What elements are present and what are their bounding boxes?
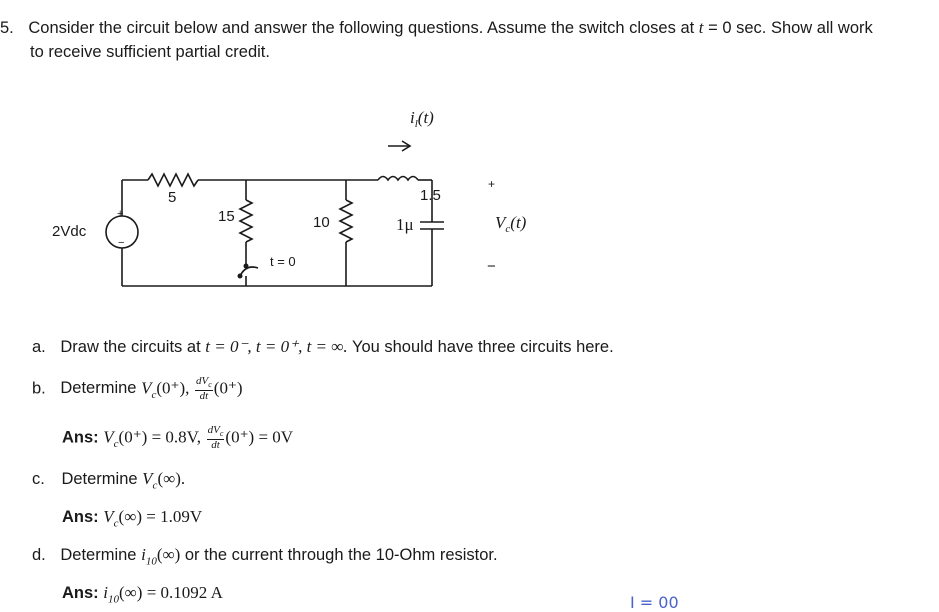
part-b-text: Determine <box>60 379 137 398</box>
part-a-letter: a. <box>32 338 46 356</box>
resistor-10-label: 10 <box>313 214 330 231</box>
part-a-math: t = 0⁻, t = 0⁺, t = ∞. <box>205 337 348 356</box>
switch-contact-top <box>244 264 249 269</box>
question-line1-end: = 0 sec. Show all work <box>708 19 873 37</box>
part-b-letter: b. <box>32 379 46 398</box>
inductor <box>378 177 418 181</box>
vc-minus: − <box>487 258 496 275</box>
vc-label: $V_c(t)$ <box>495 213 527 236</box>
part-b-answer: Ans: $V_c(0^+) = 0.8V$, $\frac{dV_c}{dt}$ (0⁺) = 0V <box>62 424 294 452</box>
part-c-text: Determine <box>61 470 138 488</box>
handwritten-note: I = 00 <box>630 593 679 612</box>
part-a-text-end: You should have three circuits here. <box>351 338 614 356</box>
source-label: 2Vdc <box>52 223 87 240</box>
source-plus: + <box>117 208 124 220</box>
current-label: $i_l(t)$ <box>410 108 434 131</box>
resistor-15-label: 15 <box>218 208 235 225</box>
part-d-letter: d. <box>32 546 46 564</box>
resistor-5 <box>148 174 198 186</box>
switch-contact-bottom <box>238 274 243 279</box>
inductor-value: 1.5 <box>420 187 441 204</box>
part-a <box>32 335 614 359</box>
part-d-text-end: or the current through the 10-Ohm resistor. <box>184 546 498 564</box>
part-c-ans-label: Ans: <box>62 508 99 526</box>
part-d-answer: Ans: $i_{10}(\infty) = 0.1092$ A <box>62 583 223 606</box>
question-line2: to receive sufficient partial credit. <box>30 43 270 61</box>
switch-arm <box>240 267 258 276</box>
part-b: b. Determine $V_c(0^+)$, $\frac{dV_c}{dt}$ (0⁺) <box>32 375 243 403</box>
question-time-var: t <box>698 18 704 37</box>
part-d: d. Determine $i_{10}(\infty)$ or the current through the 10-Ohm resistor. <box>32 545 498 568</box>
part-c: c. Determine $V_c(\infty)$. <box>32 469 186 492</box>
capacitor-value: 1μ <box>396 215 414 234</box>
resistor-5-label: 5 <box>168 189 177 206</box>
question-number: 5. <box>0 19 14 37</box>
vc-plus: + <box>488 177 496 191</box>
part-a-text: Draw the circuits at <box>60 338 201 356</box>
part-c-answer: Ans: $V_c(\infty) = 1.09V$ <box>62 507 203 530</box>
part-d-text: Determine <box>60 546 137 564</box>
source-minus: − <box>118 237 125 249</box>
part-d-ans-label: Ans: <box>62 584 99 602</box>
part-b-ans-fraction: $\frac{dV_c}{dt}$ <box>207 424 224 452</box>
part-c-letter: c. <box>32 470 45 488</box>
part-b-fraction: $\frac{dV_c}{dt}$ <box>196 375 212 403</box>
resistor-10 <box>340 200 352 242</box>
question-line1: Consider the circuit below and answer the following questions. Assume the switch closes at <box>28 19 695 37</box>
switch-label: t = 0 <box>270 254 296 269</box>
part-b-ans-label: Ans: <box>62 428 99 447</box>
resistor-15 <box>240 200 252 242</box>
